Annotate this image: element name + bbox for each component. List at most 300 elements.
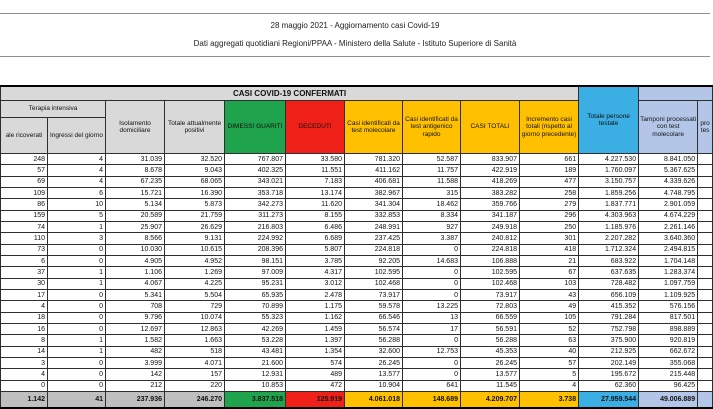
data-cell: 332.853	[345, 210, 403, 221]
data-cell: 8.841.050	[639, 154, 698, 165]
data-cell	[698, 199, 713, 210]
data-cell	[698, 210, 713, 221]
top-divider	[0, 13, 710, 14]
data-cell: 106.888	[461, 255, 520, 266]
data-cell: 10.615	[165, 244, 225, 255]
data-cell: 102.468	[345, 278, 403, 289]
data-cell: 56.574	[345, 323, 403, 334]
data-cell: 402.325	[225, 165, 286, 176]
data-cell: 98.151	[225, 255, 286, 266]
table-row	[1, 380, 713, 391]
data-cell: 67.235	[106, 176, 165, 187]
data-cell	[698, 301, 713, 312]
data-cell: 33.580	[286, 154, 345, 165]
table-row	[1, 165, 713, 176]
data-cell: 66.546	[345, 312, 403, 323]
table-row	[1, 312, 713, 323]
data-cell: 11.551	[286, 165, 345, 176]
data-cell: 518	[165, 346, 225, 357]
data-cell: 1.106	[106, 267, 165, 278]
data-cell: 248	[1, 154, 48, 165]
data-cell: 18.462	[403, 199, 461, 210]
data-cell: 0	[48, 357, 106, 368]
data-cell: 56.288	[345, 335, 403, 346]
table-row	[1, 278, 713, 289]
data-cell: 1.837.771	[579, 199, 639, 210]
data-cell: 212.925	[579, 346, 639, 357]
data-cell: 9.796	[106, 312, 165, 323]
data-cell	[698, 278, 713, 289]
data-cell: 5.341	[106, 289, 165, 300]
data-cell: 10.904	[345, 380, 403, 391]
data-cell: 56.591	[461, 323, 520, 334]
data-cell: 4.067	[106, 278, 165, 289]
data-cell: 1.354	[286, 346, 345, 357]
data-cell: 6	[1, 255, 48, 266]
header-divider	[0, 56, 710, 57]
data-cell: 224.992	[225, 233, 286, 244]
data-cell: 52	[520, 323, 579, 334]
data-cell: 3.012	[286, 278, 345, 289]
data-cell: 13.577	[345, 369, 403, 380]
data-cell: 708	[106, 301, 165, 312]
data-cell: 73.917	[345, 289, 403, 300]
data-cell: 382.967	[345, 187, 403, 198]
data-cell	[698, 335, 713, 346]
data-cell: 5.807	[286, 244, 345, 255]
table-row	[1, 255, 713, 266]
data-cell: 637.635	[579, 267, 639, 278]
data-cell: 8.334	[403, 210, 461, 221]
data-cell: 791.284	[579, 312, 639, 323]
data-cell: 0	[403, 244, 461, 255]
data-cell: 159	[1, 210, 48, 221]
data-cell: 3	[1, 357, 48, 368]
data-cell: 383.282	[461, 187, 520, 198]
data-cell: 729	[165, 301, 225, 312]
table-header	[1, 86, 713, 154]
data-cell: 216.803	[225, 221, 286, 232]
total-cell: 148.689	[403, 391, 461, 408]
data-cell: 574	[286, 357, 345, 368]
data-cell: 4.317	[286, 267, 345, 278]
total-cell: 4.209.707	[461, 391, 520, 408]
covid-table	[0, 85, 713, 409]
data-cell: 355.068	[639, 357, 698, 368]
col-header-tamponi-antigenico-cut: pro tes	[698, 101, 713, 154]
data-cell: 0	[403, 289, 461, 300]
data-cell: 341.304	[345, 199, 403, 210]
data-cell: 4.303.963	[579, 210, 639, 221]
data-cell: 472	[286, 380, 345, 391]
table-body	[1, 154, 713, 408]
data-cell: 4.225	[165, 278, 225, 289]
data-cell: 69	[1, 176, 48, 187]
data-cell: 12.697	[106, 323, 165, 334]
table-row	[1, 346, 713, 357]
table-row	[1, 233, 713, 244]
total-cell: 4.061.018	[345, 391, 403, 408]
data-cell: 0	[1, 380, 48, 391]
data-cell: 477	[520, 176, 579, 187]
data-cell: 25.907	[106, 221, 165, 232]
totals-row	[1, 391, 713, 408]
table-row	[1, 323, 713, 334]
col-header-casi-test-antigenico: Casi identificati da test antigenico rapido	[403, 101, 461, 154]
data-cell: 68.065	[165, 176, 225, 187]
data-cell: 237.425	[345, 233, 403, 244]
data-cell: 95.231	[225, 278, 286, 289]
data-cell: 5	[48, 210, 106, 221]
data-cell: 3	[48, 233, 106, 244]
data-cell: 21.600	[225, 357, 286, 368]
data-cell: 411.162	[345, 165, 403, 176]
data-cell: 224.818	[345, 244, 403, 255]
data-cell: 341.187	[461, 210, 520, 221]
data-cell: 1.712.324	[579, 244, 639, 255]
data-cell: 105	[520, 312, 579, 323]
data-cell: 927	[403, 221, 461, 232]
data-cell: 63	[520, 335, 579, 346]
data-cell: 70.899	[225, 301, 286, 312]
data-cell: 102.595	[461, 267, 520, 278]
data-cell: 311.273	[225, 210, 286, 221]
total-cell: 246.270	[165, 391, 225, 408]
data-cell: 110	[1, 233, 48, 244]
data-cell: 96.425	[639, 380, 698, 391]
data-cell: 202.149	[579, 357, 639, 368]
data-cell: 215.448	[639, 369, 698, 380]
data-cell: 72.803	[461, 301, 520, 312]
data-cell: 31.039	[106, 154, 165, 165]
data-cell: 342.273	[225, 199, 286, 210]
table-row	[1, 187, 713, 198]
data-cell: 2.901.059	[639, 199, 698, 210]
data-cell: 2.261.146	[639, 221, 698, 232]
data-cell: 4.905	[106, 255, 165, 266]
data-cell: 833.907	[461, 154, 520, 165]
data-cell: 0	[403, 357, 461, 368]
total-cell: 49.006.889	[639, 391, 698, 408]
data-cell: 57	[1, 165, 48, 176]
data-cell: 728.482	[579, 278, 639, 289]
data-cell: 5.367.625	[639, 165, 698, 176]
data-cell: 67	[520, 267, 579, 278]
data-cell: 4.952	[165, 255, 225, 266]
data-cell: 37	[1, 267, 48, 278]
data-cell: 418	[520, 244, 579, 255]
data-cell: 18	[1, 312, 48, 323]
data-cell: 422.919	[461, 165, 520, 176]
total-cell: 3.738	[520, 391, 579, 408]
data-cell: 30	[1, 278, 48, 289]
data-cell: 0	[48, 380, 106, 391]
data-cell: 4	[520, 380, 579, 391]
data-cell: 279	[520, 199, 579, 210]
data-cell: 1.283.374	[639, 267, 698, 278]
data-cell: 3.785	[286, 255, 345, 266]
data-cell: 17	[403, 323, 461, 334]
data-cell: 66.559	[461, 312, 520, 323]
data-cell: 4	[48, 176, 106, 187]
data-cell: 315	[403, 187, 461, 198]
data-cell: 32.600	[345, 346, 403, 357]
report-subtitle: Dati aggregati quotidiani Regioni/PPAA - Ministero della Salute - Istituto Superiore di Sanità	[193, 39, 517, 48]
data-cell	[698, 221, 713, 232]
data-cell: 26.629	[165, 221, 225, 232]
data-cell: 898.889	[639, 323, 698, 334]
data-cell: 375.900	[579, 335, 639, 346]
data-cell	[698, 165, 713, 176]
data-cell: 157	[165, 369, 225, 380]
data-cell: 1.185.976	[579, 221, 639, 232]
data-cell: 5	[520, 369, 579, 380]
data-cell: 489	[286, 369, 345, 380]
table-row	[1, 301, 713, 312]
data-cell: 1.175	[286, 301, 345, 312]
data-cell: 32.520	[165, 154, 225, 165]
data-cell: 641	[403, 380, 461, 391]
total-cell	[698, 391, 713, 408]
col-header-incremento-casi: Incremento casi totali (rispetto al giorno precedente)	[520, 101, 579, 154]
data-cell: 8.566	[106, 233, 165, 244]
data-cell: 21	[520, 255, 579, 266]
data-cell: 8.678	[106, 165, 165, 176]
data-cell: 1.760.097	[579, 165, 639, 176]
data-cell: 576.156	[639, 301, 698, 312]
table-row	[1, 369, 713, 380]
data-cell: 0	[48, 323, 106, 334]
data-cell	[698, 255, 713, 266]
table-row	[1, 210, 713, 221]
col-header-ingressi-del-giorno: Ingressi del giorno	[48, 118, 106, 154]
data-cell: 1.162	[286, 312, 345, 323]
data-cell: 195.672	[579, 369, 639, 380]
total-cell: 41	[48, 391, 106, 408]
col-header-totale-ricoverati-cut: ale ricoverati	[1, 118, 48, 154]
data-cell: 49	[520, 301, 579, 312]
data-cell: 212	[106, 380, 165, 391]
data-cell: 258	[520, 187, 579, 198]
data-cell: 13.577	[461, 369, 520, 380]
data-cell: 59.578	[345, 301, 403, 312]
data-cell: 4.748.795	[639, 187, 698, 198]
data-cell: 102.595	[345, 267, 403, 278]
data-cell: 0	[48, 301, 106, 312]
total-cell: 125.919	[286, 391, 345, 408]
total-cell: 1.142	[1, 391, 48, 408]
data-cell: 15.721	[106, 187, 165, 198]
data-cell: 97.009	[225, 267, 286, 278]
data-cell: 1.109.925	[639, 289, 698, 300]
col-header-dimessi-guariti: DIMESSI GUARITI	[225, 101, 286, 154]
data-cell: 359.766	[461, 199, 520, 210]
data-cell: 73	[1, 244, 48, 255]
data-cell: 248.991	[345, 221, 403, 232]
table-row	[1, 154, 713, 165]
table-row	[1, 176, 713, 187]
col-header-deceduti: DECEDUTI	[286, 101, 345, 154]
data-cell: 109	[1, 187, 48, 198]
table-row	[1, 289, 713, 300]
data-cell: 5.873	[165, 199, 225, 210]
data-cell: 817.501	[639, 312, 698, 323]
data-cell: 249.918	[461, 221, 520, 232]
data-cell: 92.205	[345, 255, 403, 266]
table-row	[1, 357, 713, 368]
col-header-casi-test-molecolare: Casi identificati da test molecolare	[345, 101, 403, 154]
band-tamponi	[639, 86, 713, 101]
data-cell: 920.819	[639, 335, 698, 346]
data-cell: 16.390	[165, 187, 225, 198]
data-cell: 1	[48, 346, 106, 357]
data-cell: 240.812	[461, 233, 520, 244]
data-cell: 9.131	[165, 233, 225, 244]
data-cell: 1.397	[286, 335, 345, 346]
data-cell: 62.360	[579, 380, 639, 391]
data-cell: 5.504	[165, 289, 225, 300]
group-header-terapia-intensiva: Terapia intensiva	[1, 101, 106, 118]
data-cell: 0	[403, 278, 461, 289]
col-header-tamponi-molecolare: Tamponi processati con test molecolare	[639, 101, 698, 154]
report-title: 28 maggio 2021 - Aggiornamento casi Covid-19	[270, 21, 440, 30]
data-cell: 4.227.530	[579, 154, 639, 165]
data-cell: 683.922	[579, 255, 639, 266]
band-title: CASI COVID-19 CONFERMATI	[1, 86, 579, 101]
data-cell: 13.174	[286, 187, 345, 198]
data-cell: 0	[403, 369, 461, 380]
data-cell: 7.183	[286, 176, 345, 187]
data-cell: 6	[48, 187, 106, 198]
data-cell: 0	[403, 335, 461, 346]
data-cell: 52.587	[403, 154, 461, 165]
data-cell: 10.074	[165, 312, 225, 323]
data-cell: 56.288	[461, 335, 520, 346]
data-cell: 661	[520, 154, 579, 165]
data-cell: 12.753	[403, 346, 461, 357]
data-cell: 406.681	[345, 176, 403, 187]
data-cell: 9.043	[165, 165, 225, 176]
data-cell: 73.917	[461, 289, 520, 300]
table-row	[1, 335, 713, 346]
data-cell: 11.588	[403, 176, 461, 187]
data-cell: 4.071	[165, 357, 225, 368]
data-cell: 4.674.229	[639, 210, 698, 221]
data-cell: 4	[1, 369, 48, 380]
data-cell: 1	[48, 278, 106, 289]
col-header-isolamento-domiciliare: Isolamento domiciliare	[106, 101, 165, 154]
data-cell: 10	[48, 199, 106, 210]
data-cell: 26.245	[461, 357, 520, 368]
data-cell: 16	[1, 323, 48, 334]
col-header-casi-totali: CASI TOTALI	[461, 101, 520, 154]
data-cell: 1.269	[165, 267, 225, 278]
data-cell: 74	[1, 221, 48, 232]
data-cell	[698, 233, 713, 244]
data-cell	[698, 369, 713, 380]
data-cell: 12.931	[225, 369, 286, 380]
table-row	[1, 244, 713, 255]
total-cell: 27.959.544	[579, 391, 639, 408]
data-cell: 662.672	[639, 346, 698, 357]
data-cell: 12.863	[165, 323, 225, 334]
data-cell: 10.030	[106, 244, 165, 255]
data-cell: 21.759	[165, 210, 225, 221]
data-cell: 224.818	[461, 244, 520, 255]
data-cell: 1.459	[286, 323, 345, 334]
data-cell: 0	[48, 255, 106, 266]
data-cell: 208.396	[225, 244, 286, 255]
data-cell: 301	[520, 233, 579, 244]
data-cell: 3.150.757	[579, 176, 639, 187]
data-cell: 482	[106, 346, 165, 357]
table-row	[1, 267, 713, 278]
total-cell: 3.837.518	[225, 391, 286, 408]
data-cell: 55.323	[225, 312, 286, 323]
table-row	[1, 199, 713, 210]
data-cell: 10.853	[225, 380, 286, 391]
data-cell: 2.207.282	[579, 233, 639, 244]
data-cell: 0	[48, 312, 106, 323]
data-cell: 20.589	[106, 210, 165, 221]
data-cell: 3.999	[106, 357, 165, 368]
data-cell	[698, 323, 713, 334]
data-cell: 1.582	[106, 335, 165, 346]
data-cell: 65.935	[225, 289, 286, 300]
data-cell	[698, 380, 713, 391]
band-row	[1, 86, 713, 101]
data-cell: 45.353	[461, 346, 520, 357]
data-cell: 26.245	[345, 357, 403, 368]
data-cell: 0	[48, 244, 106, 255]
data-cell	[698, 312, 713, 323]
data-cell: 8	[1, 335, 48, 346]
data-cell: 343.021	[225, 176, 286, 187]
data-cell: 103	[520, 278, 579, 289]
data-cell: 353.718	[225, 187, 286, 198]
data-cell: 102.468	[461, 278, 520, 289]
data-cell: 656.109	[579, 289, 639, 300]
data-cell: 14.683	[403, 255, 461, 266]
data-cell: 3.387	[403, 233, 461, 244]
data-cell	[698, 176, 713, 187]
data-cell: 4	[48, 165, 106, 176]
data-cell: 1.663	[165, 335, 225, 346]
data-cell: 1.704.148	[639, 255, 698, 266]
data-cell: 1.859.256	[579, 187, 639, 198]
data-cell: 86	[1, 199, 48, 210]
data-cell: 6.689	[286, 233, 345, 244]
data-cell: 1	[48, 221, 106, 232]
data-cell: 296	[520, 210, 579, 221]
data-cell: 3.640.360	[639, 233, 698, 244]
data-cell: 0	[48, 289, 106, 300]
table-row	[1, 221, 713, 232]
data-cell: 11.620	[286, 199, 345, 210]
data-cell	[698, 346, 713, 357]
col-header-totale-persone-testate: Totale persone testate	[579, 86, 639, 154]
data-cell: 1	[48, 335, 106, 346]
data-cell: 13.225	[403, 301, 461, 312]
data-cell: 220	[165, 380, 225, 391]
data-cell: 13	[403, 312, 461, 323]
data-cell: 53.228	[225, 335, 286, 346]
data-cell: 11.545	[461, 380, 520, 391]
data-cell: 42.269	[225, 323, 286, 334]
data-cell: 1.097.759	[639, 278, 698, 289]
data-cell: 11.757	[403, 165, 461, 176]
data-cell	[698, 289, 713, 300]
